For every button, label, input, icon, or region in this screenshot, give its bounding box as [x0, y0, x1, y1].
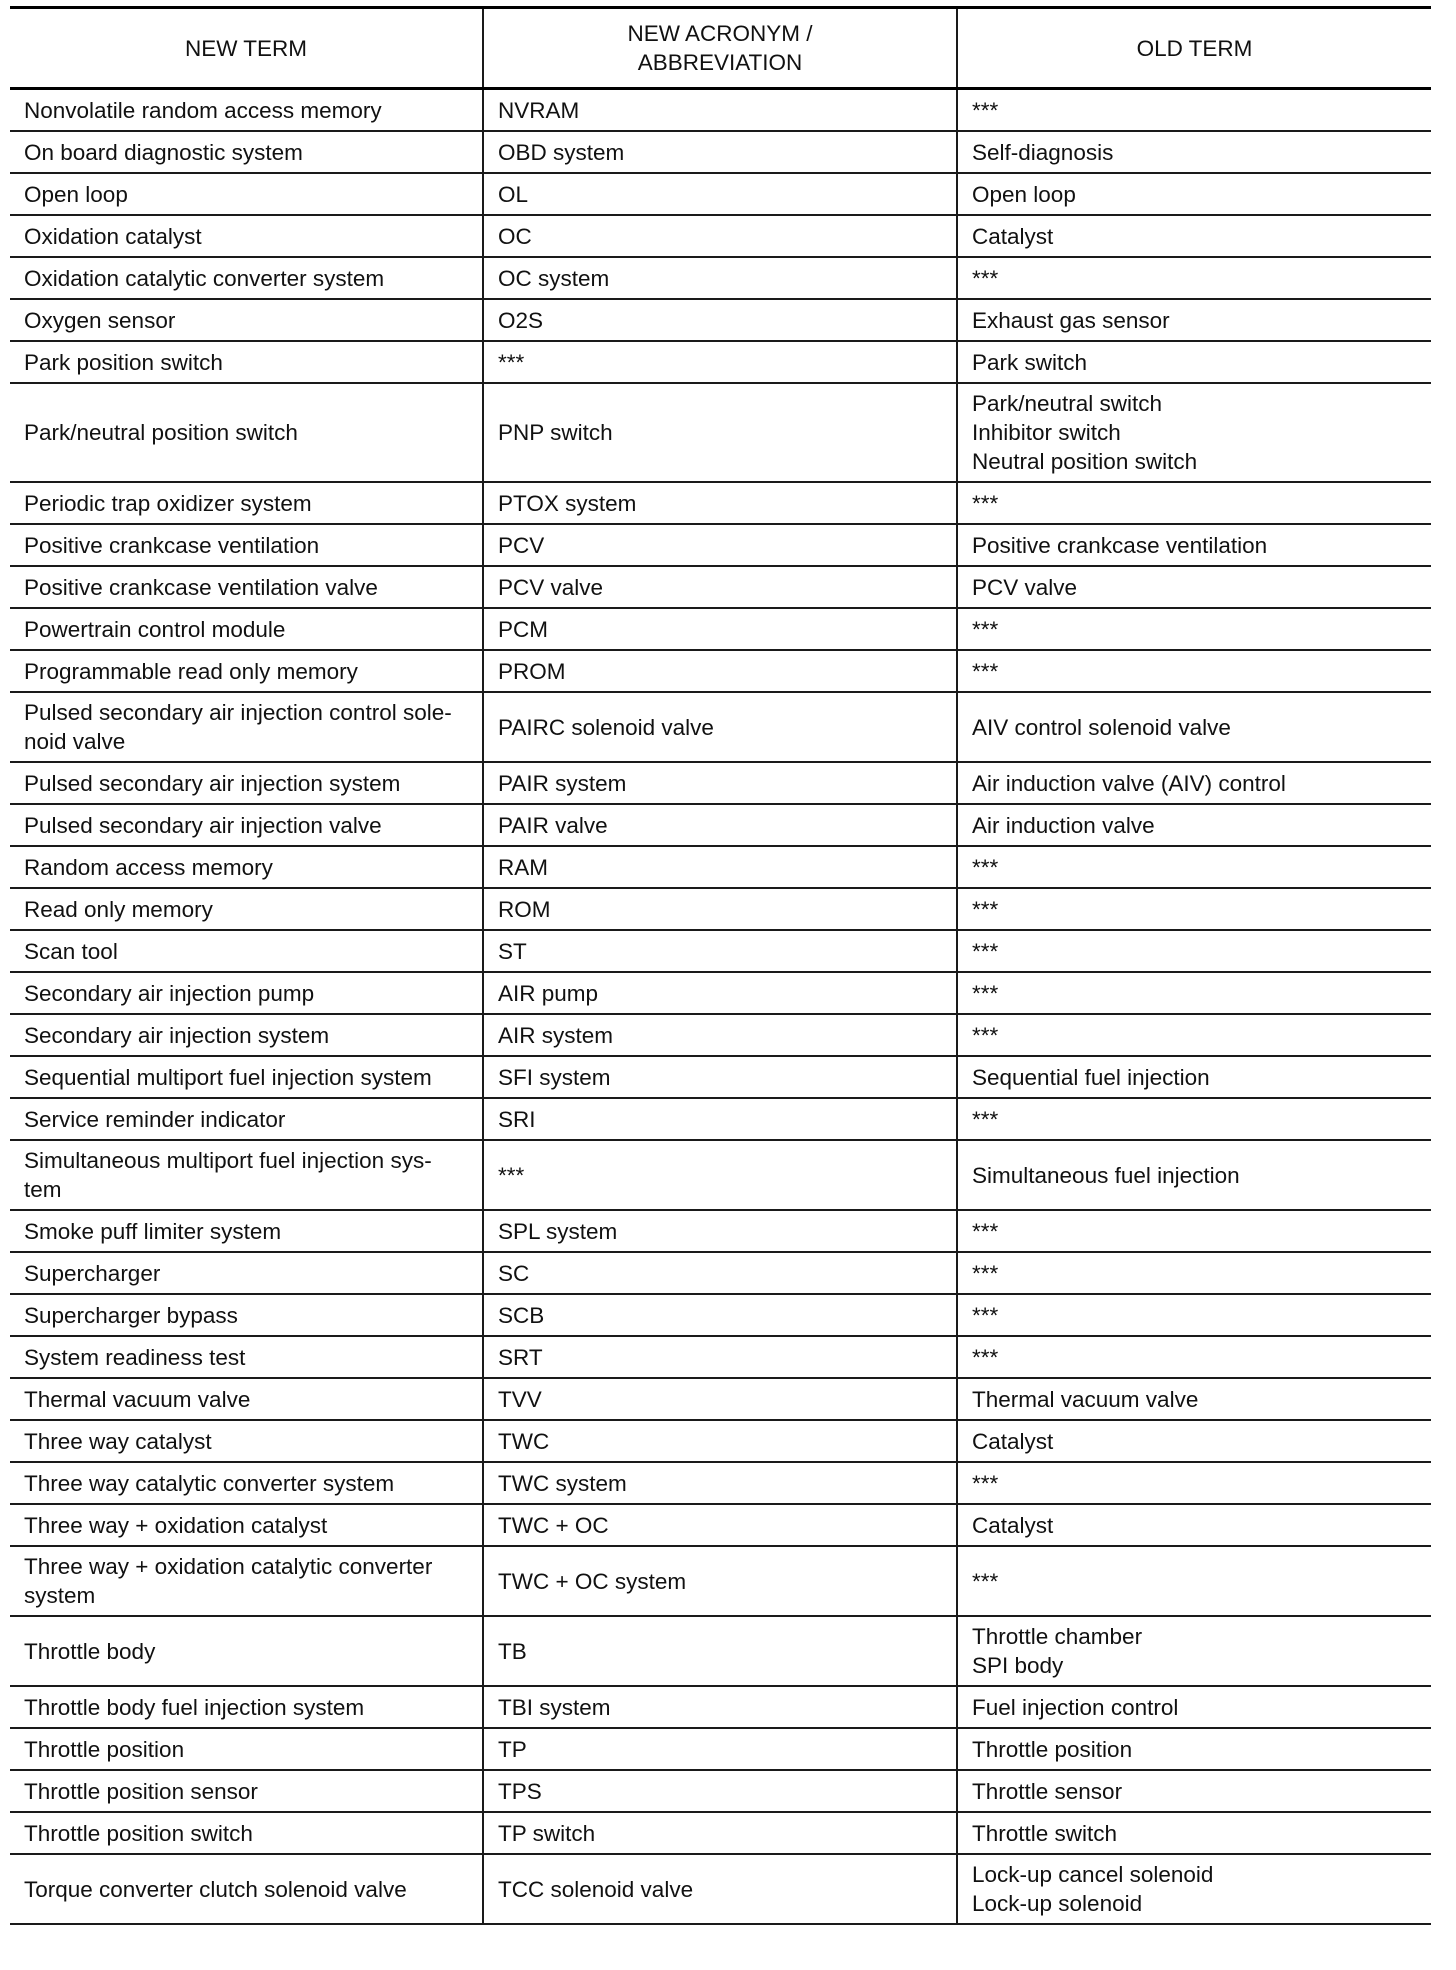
old-term-cell [957, 1014, 1431, 1056]
old-term-cell [957, 299, 1431, 341]
old-term-text: *** [972, 658, 999, 684]
old-term-cell [957, 215, 1431, 257]
new-term-cell [10, 608, 483, 650]
acronym-cell [483, 1140, 957, 1210]
old-term-text: *** [972, 1344, 999, 1370]
table-row [10, 608, 1431, 650]
acronym-text: TBI system [498, 1694, 611, 1720]
new-term-cell [10, 1098, 483, 1140]
acronym-cell [483, 608, 957, 650]
old-term-cell [957, 608, 1431, 650]
table-row [10, 1616, 1431, 1686]
acronym-text: PROM [498, 658, 566, 684]
acronym-cell [483, 888, 957, 930]
terminology-table [10, 6, 1431, 1925]
old-term-text: SPI body [972, 1653, 1064, 1678]
new-term-cell [10, 215, 483, 257]
old-term-cell [957, 89, 1431, 132]
new-term-text: Park/neutral position switch [24, 420, 298, 445]
acronym-text: SRI [498, 1106, 536, 1132]
new-term-text: On board diagnostic system [24, 139, 303, 165]
header-row [10, 8, 1431, 89]
acronym-text: TWC + OC system [498, 1568, 687, 1594]
old-term-cell [957, 1770, 1431, 1812]
table-row [10, 804, 1431, 846]
new-term-text: Oxidation catalyst [24, 223, 202, 249]
old-term-text: *** [972, 616, 999, 642]
new-term-cell [10, 762, 483, 804]
acronym-text: OL [498, 181, 529, 207]
table-row [10, 482, 1431, 524]
old-term-text: *** [972, 938, 999, 964]
acronym-cell [483, 131, 957, 173]
new-term-text: Throttle position [24, 1736, 185, 1762]
new-term-cell [10, 846, 483, 888]
table-header [10, 8, 1431, 89]
acronym-text: TWC system [498, 1470, 627, 1496]
new-term-cell [10, 1728, 483, 1770]
acronym-text: TB [498, 1638, 527, 1664]
header-new-acronym-line2: ABBREVIATION [637, 50, 803, 75]
acronym-cell [483, 762, 957, 804]
old-term-cell [957, 1462, 1431, 1504]
table-row [10, 1378, 1431, 1420]
old-term-cell [957, 257, 1431, 299]
acronym-cell [483, 1210, 957, 1252]
old-term-cell [957, 804, 1431, 846]
new-term-text: System readiness test [24, 1344, 246, 1370]
new-term-text: Throttle position switch [24, 1820, 253, 1846]
acronym-cell [483, 1014, 957, 1056]
new-term-cell [10, 1770, 483, 1812]
new-term-text: Three way + oxidation catalytic converter [24, 1554, 433, 1579]
old-term-cell [957, 846, 1431, 888]
acronym-text: PTOX system [498, 490, 637, 516]
new-term-cell [10, 482, 483, 524]
old-term-text: Simultaneous fuel injection [972, 1162, 1240, 1188]
new-term-cell [10, 173, 483, 215]
table-body [10, 89, 1431, 1925]
new-term-text: Park position switch [24, 349, 223, 375]
new-term-text: Programmable read only memory [24, 658, 358, 684]
header-old-term: OLD TERM [957, 8, 1431, 89]
acronym-cell [483, 1252, 957, 1294]
old-term-cell [957, 1420, 1431, 1462]
table-row [10, 566, 1431, 608]
acronym-text: TPS [498, 1778, 542, 1804]
new-term-cell [10, 341, 483, 383]
old-term-cell [957, 566, 1431, 608]
new-term-text: Throttle body [24, 1638, 156, 1664]
old-term-cell [957, 1294, 1431, 1336]
new-term-cell [10, 1336, 483, 1378]
table-row [10, 1462, 1431, 1504]
old-term-text: *** [972, 265, 999, 291]
new-term-cell [10, 131, 483, 173]
table-row [10, 383, 1431, 482]
new-term-text: Supercharger bypass [24, 1302, 238, 1328]
new-term-text: noid valve [24, 729, 126, 754]
old-term-cell [957, 1378, 1431, 1420]
new-term-text: Powertrain control module [24, 616, 286, 642]
acronym-cell [483, 930, 957, 972]
old-term-cell [957, 930, 1431, 972]
old-term-cell [957, 1056, 1431, 1098]
old-term-text: PCV valve [972, 574, 1078, 600]
old-term-text: Catalyst [972, 1512, 1054, 1538]
old-term-text: *** [972, 97, 999, 123]
table-row [10, 762, 1431, 804]
old-term-text: Thermal vacuum valve [972, 1386, 1199, 1412]
old-term-text: *** [972, 854, 999, 880]
new-term-cell [10, 804, 483, 846]
new-term-text: Three way + oxidation catalyst [24, 1512, 328, 1538]
new-term-text: Simultaneous multiport fuel injection sys- [24, 1148, 432, 1173]
old-term-text: Throttle chamber [972, 1624, 1143, 1649]
acronym-text: RAM [498, 854, 548, 880]
old-term-text: *** [972, 490, 999, 516]
table-row [10, 524, 1431, 566]
acronym-cell [483, 1420, 957, 1462]
table-row [10, 341, 1431, 383]
table-row [10, 1854, 1431, 1924]
table-row [10, 173, 1431, 215]
new-term-cell [10, 692, 483, 762]
new-term-cell [10, 89, 483, 132]
acronym-text: AIR system [498, 1022, 614, 1048]
table-row [10, 1728, 1431, 1770]
header-new-acronym-line1: NEW ACRONYM / [627, 21, 813, 46]
acronym-cell [483, 1462, 957, 1504]
old-term-text: Air induction valve (AIV) control [972, 770, 1286, 796]
old-term-text: *** [972, 1568, 999, 1594]
new-term-cell [10, 1686, 483, 1728]
new-term-cell [10, 299, 483, 341]
old-term-cell [957, 1546, 1431, 1616]
acronym-text: TP switch [498, 1820, 596, 1846]
new-term-text: Random access memory [24, 854, 273, 880]
table-row [10, 1504, 1431, 1546]
old-term-cell [957, 692, 1431, 762]
new-term-text: Sequential multiport fuel injection system [24, 1064, 432, 1090]
table-row [10, 299, 1431, 341]
acronym-text: *** [498, 1162, 525, 1188]
acronym-text: TWC [498, 1428, 550, 1454]
table-row [10, 930, 1431, 972]
old-term-text: *** [972, 1218, 999, 1244]
acronym-cell [483, 1616, 957, 1686]
old-term-cell [957, 482, 1431, 524]
table-row [10, 1140, 1431, 1210]
old-term-cell [957, 762, 1431, 804]
new-term-cell [10, 566, 483, 608]
old-term-cell [957, 650, 1431, 692]
acronym-text: OC system [498, 265, 610, 291]
new-term-cell [10, 1294, 483, 1336]
acronym-cell [483, 1336, 957, 1378]
new-term-text: Secondary air injection system [24, 1022, 330, 1048]
new-term-text: Supercharger [24, 1260, 161, 1286]
old-term-text: *** [972, 1260, 999, 1286]
new-term-text: Pulsed secondary air injection control sole- [24, 700, 452, 725]
table-row [10, 1420, 1431, 1462]
acronym-text: PCM [498, 616, 548, 642]
new-term-text: Three way catalytic converter system [24, 1470, 395, 1496]
new-term-text: Positive crankcase ventilation valve [24, 574, 378, 600]
acronym-cell [483, 566, 957, 608]
acronym-cell [483, 1686, 957, 1728]
acronym-text: ROM [498, 896, 551, 922]
old-term-cell [957, 1336, 1431, 1378]
new-term-text: Read only memory [24, 896, 213, 922]
new-term-text: Periodic trap oxidizer system [24, 490, 312, 516]
acronym-cell [483, 524, 957, 566]
new-term-cell [10, 1812, 483, 1854]
acronym-text: NVRAM [498, 97, 580, 123]
new-term-text: Scan tool [24, 938, 118, 964]
old-term-text: Neutral position switch [972, 449, 1198, 474]
acronym-cell [483, 1294, 957, 1336]
acronym-text: TP [498, 1736, 527, 1762]
table-row [10, 1336, 1431, 1378]
acronym-cell [483, 482, 957, 524]
table-row [10, 1056, 1431, 1098]
new-term-text: Smoke puff limiter system [24, 1218, 282, 1244]
new-term-cell [10, 1378, 483, 1420]
old-term-cell [957, 131, 1431, 173]
old-term-text: Fuel injection control [972, 1694, 1179, 1720]
acronym-text: ST [498, 938, 527, 964]
new-term-text: Open loop [24, 181, 128, 207]
table-row [10, 1210, 1431, 1252]
acronym-cell [483, 1504, 957, 1546]
table-row [10, 1252, 1431, 1294]
new-term-cell [10, 524, 483, 566]
new-term-text: Oxygen sensor [24, 307, 176, 333]
acronym-text: O2S [498, 307, 544, 333]
old-term-text: Lock-up solenoid [972, 1891, 1143, 1916]
old-term-cell [957, 383, 1431, 482]
new-term-text: Thermal vacuum valve [24, 1386, 251, 1412]
table-row [10, 1294, 1431, 1336]
old-term-text: Throttle position [972, 1736, 1133, 1762]
acronym-cell [483, 1728, 957, 1770]
new-term-text: Secondary air injection pump [24, 980, 315, 1006]
table-row [10, 89, 1431, 132]
new-term-cell [10, 1252, 483, 1294]
table-row [10, 888, 1431, 930]
header-new-term: NEW TERM [10, 8, 483, 89]
new-term-cell [10, 383, 483, 482]
new-term-text: Pulsed secondary air injection valve [24, 812, 382, 838]
new-term-cell [10, 888, 483, 930]
acronym-cell [483, 692, 957, 762]
acronym-text: PCV valve [498, 574, 604, 600]
old-term-text: *** [972, 1470, 999, 1496]
acronym-cell [483, 299, 957, 341]
old-term-text: AIV control solenoid valve [972, 714, 1231, 740]
acronym-text: OBD system [498, 139, 625, 165]
acronym-cell [483, 89, 957, 132]
new-term-text: Oxidation catalytic converter system [24, 265, 385, 291]
acronym-text: PAIRC solenoid valve [498, 714, 714, 740]
acronym-text: TVV [498, 1386, 542, 1412]
old-term-text: Exhaust gas sensor [972, 307, 1170, 333]
new-term-text: Service reminder indicator [24, 1106, 286, 1132]
acronym-cell [483, 1854, 957, 1924]
acronym-text: TWC + OC [498, 1512, 609, 1538]
old-term-cell [957, 1210, 1431, 1252]
old-term-cell [957, 1140, 1431, 1210]
table-row [10, 1770, 1431, 1812]
acronym-cell [483, 1098, 957, 1140]
table-row [10, 1014, 1431, 1056]
acronym-cell [483, 1546, 957, 1616]
acronym-text: SCB [498, 1302, 545, 1328]
old-term-text: Self-diagnosis [972, 139, 1114, 165]
new-term-text: Throttle body fuel injection system [24, 1694, 365, 1720]
header-new-acronym [483, 8, 957, 89]
old-term-text: Positive crankcase ventilation [972, 532, 1268, 558]
table-row [10, 1686, 1431, 1728]
old-term-text: *** [972, 1022, 999, 1048]
new-term-text: Throttle position sensor [24, 1778, 258, 1804]
acronym-text: SFI system [498, 1064, 611, 1090]
table-row [10, 692, 1431, 762]
acronym-text: *** [498, 349, 525, 375]
new-term-cell [10, 1504, 483, 1546]
new-term-cell [10, 1210, 483, 1252]
new-term-cell [10, 257, 483, 299]
new-term-text: tem [24, 1177, 62, 1202]
table-row [10, 215, 1431, 257]
acronym-cell [483, 1378, 957, 1420]
acronym-text: SC [498, 1260, 530, 1286]
old-term-text: Catalyst [972, 1428, 1054, 1454]
acronym-text: PAIR system [498, 770, 627, 796]
old-term-text: Inhibitor switch [972, 420, 1121, 445]
old-term-cell [957, 888, 1431, 930]
acronym-text: PNP switch [498, 420, 613, 445]
new-term-cell [10, 972, 483, 1014]
acronym-text: OC [498, 223, 532, 249]
old-term-cell [957, 341, 1431, 383]
old-term-cell [957, 1812, 1431, 1854]
new-term-cell [10, 1420, 483, 1462]
old-term-cell [957, 1686, 1431, 1728]
old-term-text: Lock-up cancel solenoid [972, 1862, 1214, 1887]
table-row [10, 972, 1431, 1014]
old-term-text: *** [972, 1302, 999, 1328]
new-term-text: Torque converter clutch solenoid valve [24, 1876, 407, 1902]
new-term-cell [10, 1462, 483, 1504]
acronym-cell [483, 215, 957, 257]
old-term-cell [957, 173, 1431, 215]
old-term-text: *** [972, 980, 999, 1006]
old-term-text: Throttle switch [972, 1820, 1118, 1846]
old-term-text: Throttle sensor [972, 1778, 1123, 1804]
new-term-cell [10, 930, 483, 972]
new-term-cell [10, 1546, 483, 1616]
acronym-text: AIR pump [498, 980, 599, 1006]
new-term-text: Positive crankcase ventilation [24, 532, 320, 558]
acronym-cell [483, 383, 957, 482]
new-term-text: Nonvolatile random access memory [24, 97, 382, 123]
old-term-cell [957, 524, 1431, 566]
table-row [10, 257, 1431, 299]
old-term-text: *** [972, 896, 999, 922]
old-term-cell [957, 1616, 1431, 1686]
new-term-text: system [24, 1583, 96, 1608]
new-term-cell [10, 650, 483, 692]
old-term-cell [957, 1728, 1431, 1770]
old-term-text: Air induction valve [972, 812, 1155, 838]
new-term-cell [10, 1056, 483, 1098]
old-term-cell [957, 1504, 1431, 1546]
new-term-cell [10, 1616, 483, 1686]
new-term-text: Pulsed secondary air injection system [24, 770, 401, 796]
acronym-cell [483, 846, 957, 888]
old-term-cell [957, 1098, 1431, 1140]
old-term-text: Open loop [972, 181, 1076, 207]
acronym-cell [483, 257, 957, 299]
acronym-text: PCV [498, 532, 545, 558]
table-row [10, 1546, 1431, 1616]
acronym-text: SRT [498, 1344, 543, 1370]
acronym-cell [483, 804, 957, 846]
table-row [10, 131, 1431, 173]
table-row [10, 846, 1431, 888]
old-term-text: Park/neutral switch [972, 391, 1163, 416]
old-term-text: Sequential fuel injection [972, 1064, 1210, 1090]
table-row [10, 1098, 1431, 1140]
old-term-text: *** [972, 1106, 999, 1132]
acronym-cell [483, 173, 957, 215]
new-term-cell [10, 1014, 483, 1056]
acronym-cell [483, 1770, 957, 1812]
acronym-cell [483, 1812, 957, 1854]
old-term-cell [957, 1854, 1431, 1924]
acronym-cell [483, 650, 957, 692]
old-term-text: Park switch [972, 349, 1088, 375]
acronym-text: SPL system [498, 1218, 618, 1244]
acronym-cell [483, 1056, 957, 1098]
table-row [10, 1812, 1431, 1854]
new-term-cell [10, 1140, 483, 1210]
acronym-cell [483, 341, 957, 383]
old-term-cell [957, 1252, 1431, 1294]
table-row [10, 650, 1431, 692]
old-term-cell [957, 972, 1431, 1014]
old-term-text: Catalyst [972, 223, 1054, 249]
acronym-cell [483, 972, 957, 1014]
new-term-cell [10, 1854, 483, 1924]
acronym-text: TCC solenoid valve [498, 1876, 694, 1902]
acronym-text: PAIR valve [498, 812, 608, 838]
new-term-text: Three way catalyst [24, 1428, 212, 1454]
